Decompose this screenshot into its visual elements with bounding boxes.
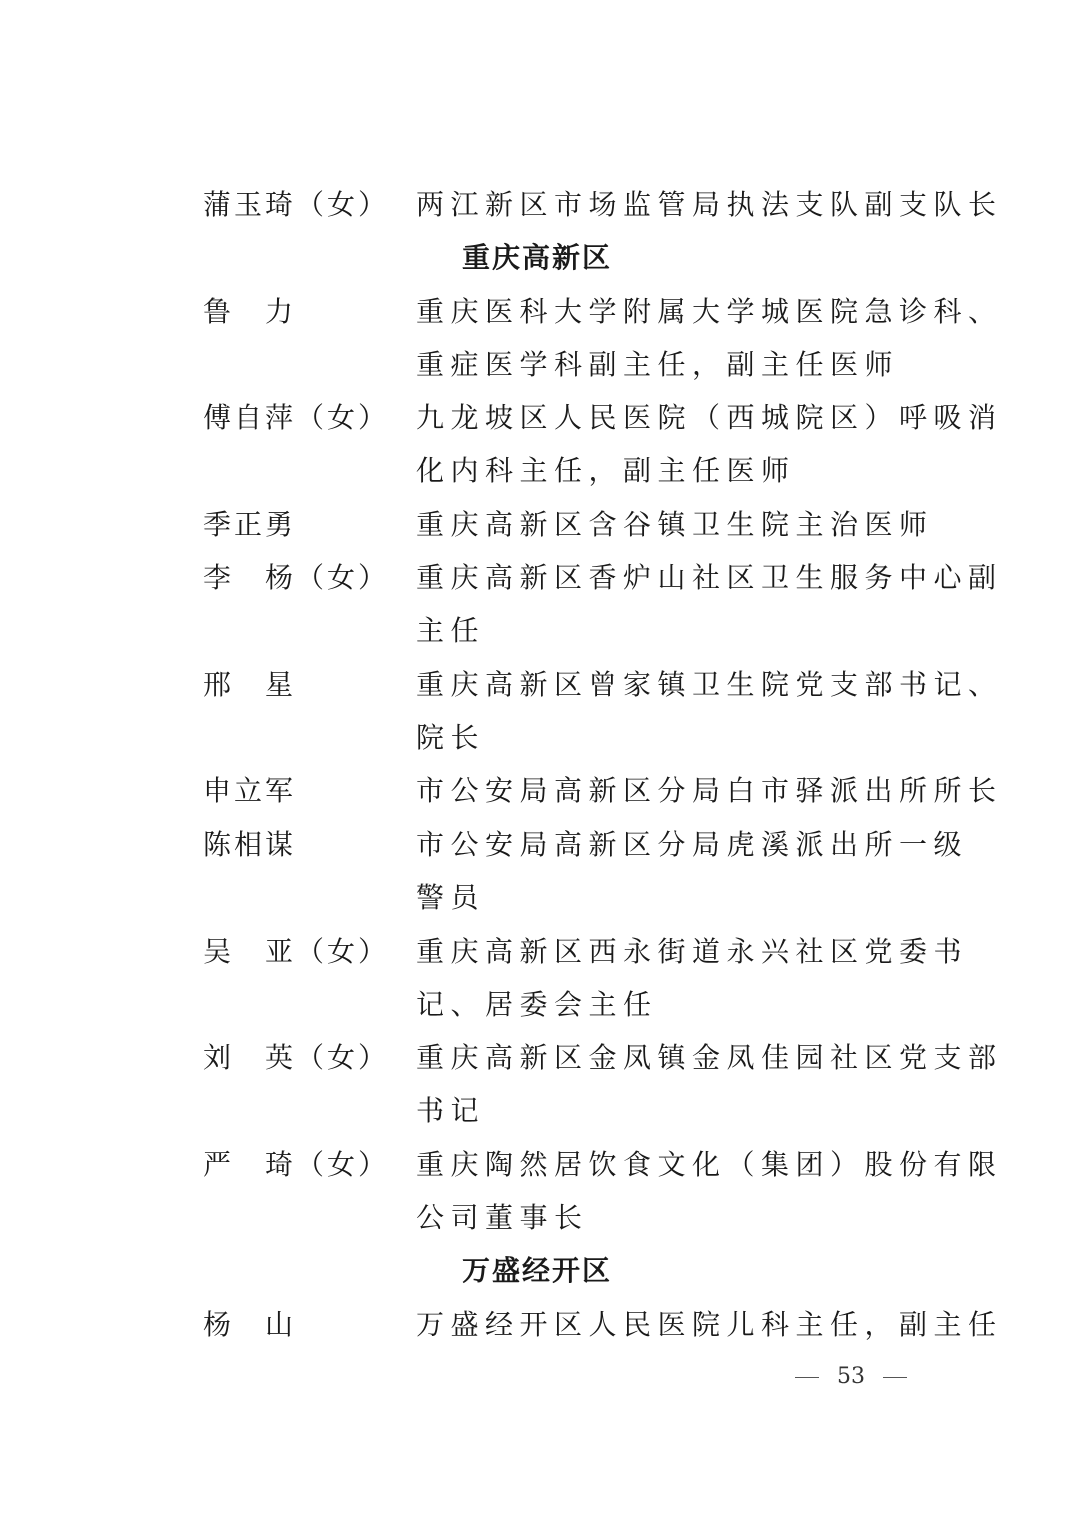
person-name: 陈相谋 <box>203 828 297 861</box>
person-position: 警员 <box>416 881 486 914</box>
person-position: 重庆高新区香炉山社区卫生服务中心副 <box>416 561 1003 594</box>
list-entry <box>0 925 1074 978</box>
list-entry <box>0 1031 1074 1084</box>
person-position: 重庆医科大学附属大学城医院急诊科、 <box>416 295 1003 328</box>
person-position: 主任 <box>416 614 486 647</box>
list-entry <box>0 1138 1074 1191</box>
person-name: 申立军 <box>203 774 297 807</box>
person-position: 两江新区市场监管局执法支队副支队长 <box>416 188 1003 221</box>
list-entry-continuation <box>0 604 1074 657</box>
list-entry-continuation <box>0 978 1074 1031</box>
section-heading <box>0 231 1074 284</box>
list-entry-continuation <box>0 711 1074 764</box>
list-entry <box>0 658 1074 711</box>
list-entry-continuation <box>0 444 1074 497</box>
person-position: 院长 <box>416 721 486 754</box>
page-number-dash-right <box>883 1377 907 1378</box>
person-name: 季正勇 <box>203 508 297 541</box>
person-position: 化内科主任，副主任医师 <box>416 454 796 487</box>
list-entry <box>0 391 1074 444</box>
person-position: 重庆高新区曾家镇卫生院党支部书记、 <box>416 668 1003 701</box>
section-heading-label: 万盛经开区 <box>461 1254 612 1287</box>
person-name: 李 杨（女） <box>203 561 390 594</box>
list-entry-continuation <box>0 1191 1074 1244</box>
list-entry <box>0 764 1074 817</box>
person-position: 重庆高新区西永街道永兴社区党委书 <box>416 935 969 968</box>
person-name: 刘 英（女） <box>203 1041 390 1074</box>
list-entry <box>0 1298 1074 1351</box>
person-position: 九龙坡区人民医院（西城院区）呼吸消 <box>416 401 1003 434</box>
person-name: 严 琦（女） <box>203 1148 390 1181</box>
list-entry <box>0 818 1074 871</box>
page-number-dash-left <box>795 1377 819 1378</box>
list-entry-continuation <box>0 338 1074 391</box>
person-name: 鲁 力 <box>203 295 297 328</box>
page-number-value: 53 <box>837 1364 865 1389</box>
person-position: 市公安局高新区分局白市驿派出所所长 <box>416 774 1003 807</box>
list-entry <box>0 498 1074 551</box>
person-position: 重症医学科副主任，副主任医师 <box>416 348 900 381</box>
person-position: 重庆高新区含谷镇卫生院主治医师 <box>416 508 934 541</box>
person-name: 邢 星 <box>203 668 297 701</box>
section-heading-label: 重庆高新区 <box>461 241 612 274</box>
list-entry-continuation <box>0 871 1074 924</box>
person-position: 重庆高新区金凤镇金凤佳园社区党支部 <box>416 1041 1003 1074</box>
person-position: 万盛经开区人民医院儿科主任，副主任 <box>416 1308 1003 1341</box>
person-name: 蒲玉琦（女） <box>203 188 390 221</box>
person-position: 市公安局高新区分局虎溪派出所一级 <box>416 828 969 861</box>
list-entry <box>0 285 1074 338</box>
person-name: 杨 山 <box>203 1308 297 1341</box>
person-position: 书记 <box>416 1094 486 1127</box>
person-position: 重庆陶然居饮食文化（集团）股份有限 <box>416 1148 1003 1181</box>
section-heading <box>0 1244 1074 1297</box>
person-position: 公司董事长 <box>416 1201 589 1234</box>
list-entry <box>0 551 1074 604</box>
person-name: 傅自萍（女） <box>203 401 390 434</box>
page-number <box>795 1360 907 1394</box>
list-entry <box>0 178 1074 231</box>
person-name: 吴 亚（女） <box>203 935 390 968</box>
list-entry-continuation <box>0 1084 1074 1137</box>
person-position: 记、居委会主任 <box>416 988 658 1021</box>
